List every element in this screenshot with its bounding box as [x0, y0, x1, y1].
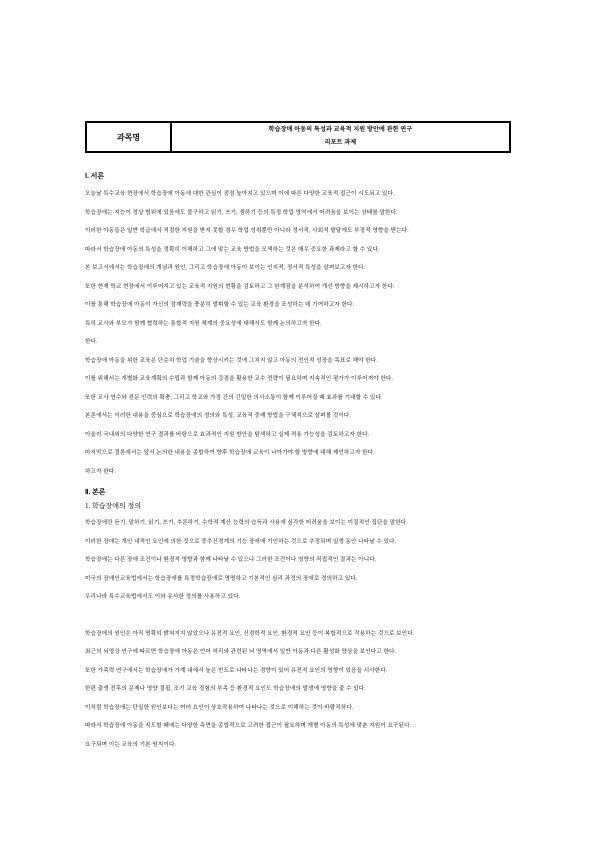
- paragraph-line: 한다.: [85, 339, 98, 345]
- paragraph-line: 마지막으로 결론에서는 앞서 논의한 내용을 종합하여 향후 학습장애 교육이 나아가야 할 방향에 대해 제언하고자 한다.: [85, 450, 375, 456]
- paragraph-line: 학습장애의 원인은 아직 명확히 밝혀지지 않았으나 유전적 요인, 신경학적 요인, 환경적 요인 등이 복합적으로 작용하는 것으로 보인다.: [85, 630, 415, 637]
- paragraph-line: 학습장애는 다른 장애 조건이나 환경적 영향과 함께 나타날 수 있으나 그러한 조건이나 영향의 직접적인 결과는 아니다.: [85, 557, 377, 563]
- paragraph-line: 이러한 장애는 개인 내적인 요인에 의한 것으로 중추신경계의 기능 장애에 기인하는 것으로 추정되며 일생 동안 나타날 수 있다.: [85, 538, 397, 545]
- paragraph-line: 특히 교사와 부모가 함께 협력하는 통합적 지원 체계의 중요성에 대해서도 함께 논의하고자 한다.: [85, 320, 322, 327]
- paragraph-line: 학습장애 아동을 위한 교육은 단순히 학업 기술을 향상시키는 것에 그치지 않고 아동의 전인적 성장을 목표로 해야 한다.: [85, 357, 378, 364]
- paragraph-line: 최근의 뇌영상 연구에 따르면 학습장애 아동은 언어 처리와 관련된 뇌 영역에서 일반 아동과 다른 활성화 양상을 보인다고 한다.: [85, 649, 397, 655]
- course-label: 과목명: [87, 123, 172, 151]
- section-body: [85, 487, 511, 754]
- paragraph-line: 우리나라 특수교육법에서도 이와 유사한 정의를 사용하고 있다.: [85, 594, 241, 600]
- paragraph-line: 본 보고서에서는 학습장애의 개념과 원인, 그리고 학습장애 아동이 보이는 인지적, 정서적 특성을 살펴보고자 한다.: [85, 265, 366, 271]
- report-title-line-1: 학습장애 아동의 특성과 교육적 지원 방안에 관한 연구: [268, 127, 413, 133]
- paragraph-line: 따라서 학습장애 아동을 지도할 때에는 다양한 측면을 종합적으로 고려한 접근이 필요하며 개별 아동의 특성에 맞춘 지원이 요구된다.: [85, 723, 412, 729]
- paragraph-line: 또한 교사 연수와 전문 인력의 확충, 그리고 학교와 가정 간의 긴밀한 의사소통이 함께 이루어질 때 효과를 기대할 수 있다.: [85, 394, 383, 401]
- paragraph-line: 하고자 한다.: [85, 468, 116, 475]
- report-title: [172, 123, 509, 151]
- subsection-heading: 1. 학습장애의 정의: [85, 502, 142, 510]
- section-heading: Ⅰ. 서론: [85, 172, 105, 180]
- paragraph-line: 또한 가족력 연구에서는 학습장애가 가계 내에서 높은 빈도로 나타나는 경향이 있어 유전적 요인의 영향이 있음을 시사한다.: [85, 667, 388, 674]
- paragraph-line: 이를 위해서는 개별화 교육계획의 수립과 함께 아동의 강점을 활용한 교수 전략이 필요하며 지속적인 평가가 이루어져야 한다.: [85, 376, 394, 382]
- section-introduction: [85, 171, 511, 481]
- report-title-line-2: 리포트 과제: [324, 140, 357, 146]
- paragraph-line: 미국의 장애인교육법에서는 학습장애를 특정학습장애로 명명하고 기본적인 심리 과정의 장애로 정의하고 있다.: [85, 575, 358, 582]
- paragraph-line: 요구되며 이는 교육의 기본 원칙이다.: [85, 741, 177, 748]
- paragraph-line: 아울러 국내외의 다양한 연구 결과를 바탕으로 효과적인 지원 방안을 탐색하고 실제 적용 가능성을 검토하고자 한다.: [85, 431, 370, 438]
- paragraph-line: 이를 통해 학습장애 아동이 자신의 잠재력을 충분히 발휘할 수 있는 교육 환경을 조성하는 데 기여하고자 한다.: [85, 302, 355, 308]
- paragraph-line: 이러한 아동들은 일반 학급에서 적절한 지원을 받지 못할 경우 학업 성취뿐만 아니라 정서적, 사회적 발달에도 부정적 영향을 받는다.: [85, 228, 409, 234]
- paragraph-line: 본론에서는 이러한 내용을 중심으로 학습장애의 정의와 특성, 교육적 중재 방법을 구체적으로 살펴볼 것이다.: [85, 413, 352, 419]
- paragraph-line: 이처럼 학습장애는 단일한 원인보다는 여러 요인이 상호작용하여 나타나는 것으로 이해하는 것이 바람직하다.: [85, 704, 354, 711]
- paragraph-line: 오늘날 특수교육 현장에서 학습장애 아동에 대한 관심이 점점 높아지고 있으며 이에 따른 다양한 교육적 접근이 시도되고 있다.: [85, 191, 395, 197]
- title-table: [85, 121, 511, 153]
- paragraph-line: 학습장애란 듣기, 말하기, 읽기, 쓰기, 추론하기, 수학적 계산 능력의 습득과 사용에 심각한 어려움을 보이는 이질적인 집단을 말한다.: [85, 520, 408, 526]
- section-heading: Ⅱ. 본론: [85, 488, 106, 496]
- paragraph-line: 학습장애는 지능이 정상 범위에 있음에도 불구하고 읽기, 쓰기, 셈하기 등의 특정 학업 영역에서 어려움을 보이는 상태를 말한다.: [85, 209, 398, 216]
- paragraph-line: 한편 출생 전후의 문제나 영양 결핍, 조기 교육 경험의 부족 등 환경적 요인도 학습장애의 발생에 영향을 줄 수 있다.: [85, 686, 366, 692]
- paragraph-line: 따라서 학습장애 아동의 특성을 정확히 이해하고 그에 맞는 교육 방법을 모색하는 것은 매우 중요한 과제라고 할 수 있다.: [85, 246, 380, 253]
- paragraph-line: 또한 현재 학교 현장에서 이루어지고 있는 교육적 지원의 현황을 검토하고 그 한계점을 분석하여 개선 방향을 제시하고자 한다.: [85, 283, 395, 290]
